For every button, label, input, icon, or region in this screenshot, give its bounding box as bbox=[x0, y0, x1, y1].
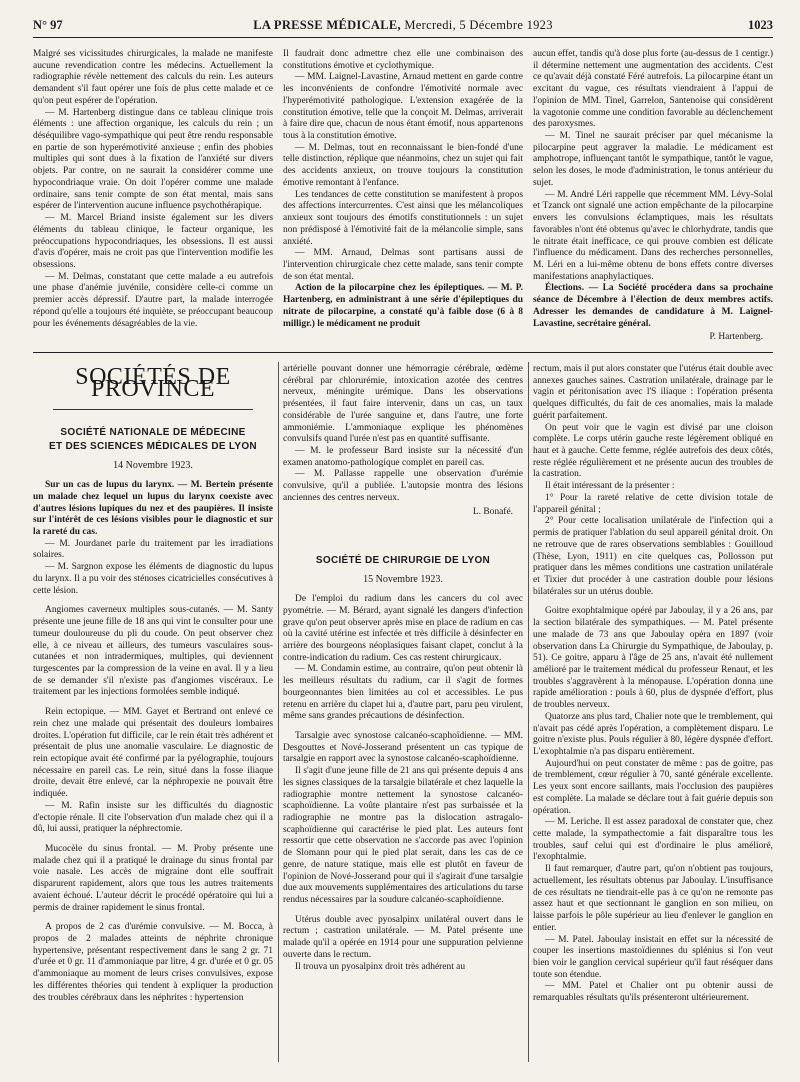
issue-number: N° 97 bbox=[33, 18, 63, 32]
paragraph: — M. Pallasse rappelle une observation d'urémie convulsive, qu'il a publiée. L'autopsie montra des lésions anciennes des centres nerveux. bbox=[283, 469, 523, 503]
paragraph: Les tendances de cette constitution se manifestent à propos des affections intercurrentes. C'est ainsi que les mélancoliques anxieux sont toujours des émotifs constitutionnels : un sujet non prédisposé à l'émotivité fait de la mélancolie simple, sans anxiété. bbox=[283, 189, 523, 247]
paragraph: Aujourd'hui on peut constater de même : pas de goitre, pas de tremblement, cœur régulier à 70, santé générale excellente. Les yeux sont encore saillants, mais l'occlusion des paupières est complète. La malade se déclare tout à fait guérie depuis son opération. bbox=[533, 758, 773, 816]
session-date: 14 Novembre 1923. bbox=[113, 460, 193, 472]
paragraph-heading: Action de la pilocarpine chez les épileptiques. — M. P. Hartenberg, en administrant à une série d'épileptiques du nitrate de pilocarpine, a constaté qu'à faible dose (6 à 8 milligr.) le médicament ne produit bbox=[283, 283, 523, 329]
paragraph: Goitre exophtalmique opéré par Jaboulay, il y a 26 ans, par la section bilatérale des sympathiques. — M. Patel présente une malade de 73 ans que Jaboulay opéra en 1897 (voir observation dans La Chirurgie du Sympathique, de Jaboulay, p. 51). Ce goitre, apparu à l'âge de 25 ans, n'avait été nullement amélioré par le traitement médical du professeur Renaut, et les troubles s'aggravèrent à la ménopause. L'opération donna une rapide amélioration : pouls à 60, plus de dyspnée d'effort, plus de troubles nerveux. bbox=[533, 606, 773, 711]
paragraph: — M. Patel. Jaboulay insistait en effet sur la nécessité de couper les insertions mastoïdiennes du splénius si l'on veut bien voir le ganglion cervical supérieur qu'il faut réséquer dans toute son étendue. bbox=[533, 934, 773, 980]
paragraph: — M. Hartenberg distingue dans ce tableau clinique trois éléments : une affection organique, les calculs du rein ; un déséquilibre vago-sympathique qui peut être rendu responsable en partie de son hyperémotivité anxieuse ; enfin des phobies multiples qui sont dues à la fixation de l'anxiété sur divers objets. Par contre, on ne saurait la considérer comme une hypocondriaque vraie. On doit l'opérer comme une malade ordinaire, sans tenir compte de son état mental, mais sans espérer de l'intervention aucune influence psychothérapique. bbox=[33, 107, 273, 212]
society-title-line-2: ET DES SCIENCES MÉDICALES DE LYON bbox=[49, 441, 257, 453]
top-column-1 bbox=[33, 49, 273, 349]
paragraph: De l'emploi du radium dans les cancers du col avec pyométrie. — M. Bérard, ayant signalé les dangers d'infection grave qu'on peut observer après mise en place de radium en cas où la cavité utérine est infectée et très difficile à désinfecter en arrière des bourgeons néoplasiques faisant clapet, conclut à la contre-indication du radium. Ces cas restent chirurgicaux. bbox=[283, 594, 523, 663]
top-column-2 bbox=[283, 49, 523, 349]
paragraph: Sur un cas de lupus du larynx. — M. Bertein présente un malade chez lequel un lupus du larynx coexiste avec d'autres lésions lupiques du nez et des paupières. Il insiste sur l'intérêt de ces lésions visibles pour le diagnostic et sur la rareté du cas. bbox=[33, 480, 273, 538]
paragraph: Tarsalgie avec synostose calcanéo-scaphoïdienne. — MM. Desgouttes et Nové-Josserand présentent un cas typique de tarsalgie en rapport avec la synostose calcanéo-scaphoïdienne. bbox=[283, 730, 523, 765]
signature: L. Bonafé. bbox=[472, 506, 513, 517]
paragraph: — MM. Arnaud, Delmas sont partisans aussi de l'intervention chirurgicale chez cette malade, sans tenir compte de son état mental. bbox=[283, 248, 523, 282]
paragraph: 2° Pour cette localisation unilatérale de l'infection qui a permis de pratiquer l'ablation du seul appareil génital droit. On ne retrouve que de rares observations semblables : Gouilloud (Thèse, Lyon, 1911) en cite quelques cas, Pollosson put pratiquer dans les mêmes conditions une castration unilatérale et Tixier dut procéder à une castration double pour lésions bilatérales sur un utérus double. bbox=[533, 516, 773, 597]
paragraph: rectum, mais il put alors constater que l'utérus était double avec annexes gauches saines. Castration unilatérale, drainage par le vagin et péritonisation avec l'S iliaque : l'opération présenta quelques difficultés, du fait de ces anomalies, mais la malade guérit parfaitement. bbox=[533, 364, 773, 421]
paragraph: 1° Pour la rareté relative de cette division totale de l'appareil génital ; bbox=[533, 492, 773, 515]
paragraph: — MM. Patel et Chalier ont pu obtenir aussi de remarquables résultats qu'ils présenteront ultérieurement. bbox=[533, 981, 773, 1004]
paragraph: aucun effet, tandis qu'à dose plus forte (au-dessus de 1 centigr.) il détermine nettement une augmentation des accidents. C'est ce qu'avait déjà constaté Féré autrefois. La pilocarpine étant un excitant du vague, ces résultats viendraient à l'appui de l'opinion de MM. Tinel, Garrelon, Santenoise qui considèrent la vagotonie comme une condition favorable au déclenchement des paroxysmes. bbox=[533, 49, 773, 130]
bottom-column-1 bbox=[33, 364, 273, 1066]
paragraph: Malgré ses vicissitudes chirurgicales, la malade ne manifeste aucune revendication contre les médecins. Actuellement la radiographie révèle nettement des calculs du rein. Les auteurs demandent s'il faut opérer une fois de plus cette malade et ce qu'on peut espérer de l'opération. bbox=[33, 49, 273, 106]
journal-name: LA PRESSE MÉDICALE, bbox=[253, 18, 401, 32]
issue-date: Mercredi, 5 Décembre 1923 bbox=[404, 18, 553, 32]
signature: P. Hartenberg. bbox=[709, 332, 763, 343]
paragraph: — M. Rafin insiste sur les difficultés du diagnostic d'ectopie rénale. Il cite l'observation d'un malade chez qui il a dû, lui aussi, pratiquer la néphrectomie. bbox=[33, 800, 273, 835]
paragraph: — M. le professeur Bard insiste sur la nécessité d'un examen anatomo-pathologique complet en pareil cas. bbox=[283, 446, 523, 468]
paragraph: — M. Tinel ne saurait préciser par quel mécanisme la pilocarpine peut aggraver la maladie. Le médicament est amphotrope, influençant tantôt le sympathique, tantôt le vague, selon les doses, le mode d'administration, le tonus antérieur du sujet. bbox=[533, 131, 773, 188]
bottom-column-3 bbox=[533, 364, 773, 1066]
paragraph: artérielle pouvant donner une hémorragie cérébrale, œdème cérébral par chlorurémie, intoxication azotée des centres nerveux, méningite urémique. Dans les observations présentées, il faut faire intervenir, dans un cas, un taux considérable de l'urée sanguine et, dans l'autre, une forte ammoniémie. L'ammoniaque explique les phénomènes convulsifs quand l'urée n'est pas en quantité suffisante. bbox=[283, 364, 523, 445]
paragraph-heading: Élections. — La Société procédera dans sa prochaine séance de Décembre à l'élection de deux membres actifs. Adresser les demandes de candidature à M. Laignel-Lavastine, secrétaire général. bbox=[533, 283, 773, 329]
paragraph: Quatorze ans plus tard, Chalier note que le tremblement, qui n'avait pas cédé après l'opération, a complètement disparu. Le goitre n'existe plus. Pouls régulier à 80, légère dyspnée d'effort. L'exophtalmie n'a pas disparu entièrement. bbox=[533, 711, 773, 757]
paragraph: On peut voir que le vagin est divisé par une cloison complète. Le corps utérin gauche reste légèrement obliqué en haut et à gauche. Cette femme, réglée autrefois des deux côtés, reste réglée régulièrement et ne présente aucun des troubles de la castration. bbox=[533, 422, 773, 480]
paragraph: A propos de 2 cas d'urémie convulsive. — M. Bocca, à propos de 2 malades atteints de néphrite chronique hypertensive, présentant respectivement dans le sang 2 gr. 71 d'urée et 0 gr. 11 d'ammoniaque par litre, 4 gr. d'urée et 0 gr. 05 d'ammoniaque au moment de leurs crises convulsives, expose les différentes théories qui tendent à expliquer la production des troubles cérébraux dans les néphrites : hypertension bbox=[33, 922, 273, 1003]
paragraph: Il faudrait donc admettre chez elle une combinaison des constitutions émotive et cyclothymique. bbox=[283, 49, 523, 71]
paragraph: — M. Delmas, tout en reconnaissant le bien-fondé d'une telle distinction, réplique que néanmoins, chez un sujet qui fait des accidents anxieux, on trouve toujours la constitution émotive remontant à l'enfance. bbox=[283, 142, 523, 188]
top-column-3 bbox=[533, 49, 773, 349]
society-title: SOCIÉTÉ DE CHIRURGIE DE LYON bbox=[315, 555, 491, 567]
paragraph: — M. André Léri rappelle que récemment MM. Lévy-Solal et Tzanck ont signalé une action empêchante de la pilocarpine envers les convulsions éclamptiques, mais les résultats favorables n'ont été obtenus qu'avec le chlorhydrate, tandis que le nitrate était inefficace, ce qui prouve combien est délicate l'influence du médicament. Dans des recherches personnelles, M. Léri en a lui-même obtenu de bons effets contre diverses manifestations anaphylactiques. bbox=[533, 189, 773, 282]
paragraph: Il faut remarquer, d'autre part, qu'on n'obtient pas toujours, actuellement, les résultats obtenus par Jaboulay. L'insuffisance de ces résultats ne tiendrait-elle pas à ce qu'on ne remonte pas assez haut et que sectionnant le ganglion en son milieu, on laisse parfois le pôle supérieur au lieu d'enlever le ganglion en entier. bbox=[533, 864, 773, 933]
paragraph: Il s'agit d'une jeune fille de 21 ans qui présente depuis 4 ans les signes classiques de la tarsalgie bilatérale et chez laquelle la radiographie montre nettement la synostose calcanéo-scaphoïdienne. La voûte plantaire n'est pas surbaissée et la radiographie ne montre pas la dislocation astragalo-scaphoïdienne qui caractérise le pied plat. Les auteurs font ressortir que cette observation ne s'accorde pas avec l'opinion de Slomann pour qui le pied plat serait, dans les cas de ce genre, de nature statique, mais elle est plutôt en faveur de l'opinion de Nové-Josserand pour qui il s'agirait d'une tarsalgie due aux mouvements supplémentaires des articulations du tarse rendus nécessaires par la soudure calcanéo-scaphoïdienne. bbox=[283, 766, 523, 906]
column-rule bbox=[278, 362, 279, 1062]
paragraph: — M. Condamin estime, au contraire, qu'on peut obtenir là les meilleurs résultats du radium, car il s'agit de formes bourgeonnantes bien limitées au col et accessibles. Le pus retenu en arrière du clapet lui a, d'autre part, paru peu virulent, même sans grandes précautions de désinfection. bbox=[283, 664, 523, 722]
paragraph: — M. Leriche. Il est assez paradoxal de constater que, chez cette malade, la sympathectomie a fait disparaître tous les troubles, sauf celui qui est d'ordinaire le plus amélioré, l'exophtalmie. bbox=[533, 817, 773, 863]
page-number: 1023 bbox=[748, 18, 773, 32]
society-title-line-1: SOCIÉTÉ NATIONALE DE MÉDECINE bbox=[60, 427, 246, 439]
page-header bbox=[33, 18, 773, 38]
title-underline bbox=[53, 409, 253, 410]
session-date: 15 Novembre 1923. bbox=[363, 574, 443, 586]
section-title: SOCIÉTÉS DE PROVINCE bbox=[75, 364, 231, 402]
paragraph: — M. Sargnon expose les éléments de diagnostic du lupus du larynx. Il a pu voir des sténoses cicatricielles consécutives à cette lésion. bbox=[33, 562, 273, 596]
paragraph: Angiomes caverneux multiples sous-cutanés. — M. Santy présente une jeune fille de 18 ans qui vint le consulter pour une tumeur douloureuse du pli du coude. On peut observer chez elle, à ce niveau et ailleurs, des tumeurs vasculaires sous-cutanées et non intradermiques, multiples, qui deviennent turgescentes par la compression de la veine en aval. Il y a lieu de se demander s'il n'existe pas d'angiomes viscéraux. Le traitement par les injections formolées semble indiqué. bbox=[33, 605, 273, 698]
journal-title bbox=[183, 18, 623, 33]
paragraph: Il était intéressant de la présenter : bbox=[545, 481, 675, 492]
bottom-column-2 bbox=[283, 364, 523, 1066]
paragraph: Rein ectopique. — MM. Gayet et Bertrand ont enlevé ce rein chez une malade qui présentait des douleurs lombaires droites. L'opération fut difficile, car le rein était très adhérent et présentait de plus une anomalie vasculaire. Le diagnostic de rein ectopique avait été confirmé par la pyélographie, toujours nécessaire en pareil cas. Le rein, situé dans la fosse iliaque droite, devait être enlevé, car la néphropexie ne pouvait être indiquée. bbox=[33, 707, 273, 800]
section-divider bbox=[33, 352, 773, 353]
paragraph: Il trouva un pyosalpinx droit très adhérent au bbox=[295, 961, 466, 972]
paragraph: — M. Delmas, constatant que cette malade a eu autrefois une phase d'anémie juvénile, considère celle-ci comme un premier accès dépressif. D'autre part, la malade interrogée répond qu'elle a toujours été inquiète, se préoccupant beaucoup pour les événements désagréables de la vie. bbox=[33, 271, 273, 329]
paragraph: Utérus double avec pyosalpinx unilatéral ouvert dans le rectum ; castration unilatérale. — M. Patel présente une malade qu'il a opérée en 1914 pour une suppuration pelvienne ouverte dans le rectum. bbox=[283, 914, 523, 960]
paragraph: — MM. Laignel-Lavastine, Arnaud mettent en garde contre les inconvénients de confondre l'émotivité normale avec l'hyperémotivité pathologique. L'extension exagérée de la constitution émotive, telle que la conçoit M. Delmas, arriverait à faire dire que, chacun de nous étant émotif, nous appartenons tous à la constitution émotive. bbox=[283, 72, 523, 142]
paragraph: Mucocèle du sinus frontal. — M. Proby présente une malade chez qui il a pratiqué le drainage du sinus frontal par voie nasale. Les accès de migraine dont elle souffrait disparurent rapidement, alors que tous les autres traitements avaient échoué. L'auteur décrit le procédé opératoire qui lui a permis de drainer rapidement le sinus frontal. bbox=[33, 844, 273, 913]
column-rule bbox=[528, 362, 529, 1062]
paragraph: — M. Marcel Briand insiste également sur les divers éléments du tableau clinique, le facteur organique, les préoccupations hypocondriaques, les obsessions. Il est aussi d'avis d'opérer, mais ne croit pas que l'intervention modifie les obsessions. bbox=[33, 213, 273, 270]
paragraph: — M. Jourdanet parle du traitement par les irradiations solaires. bbox=[33, 538, 273, 561]
